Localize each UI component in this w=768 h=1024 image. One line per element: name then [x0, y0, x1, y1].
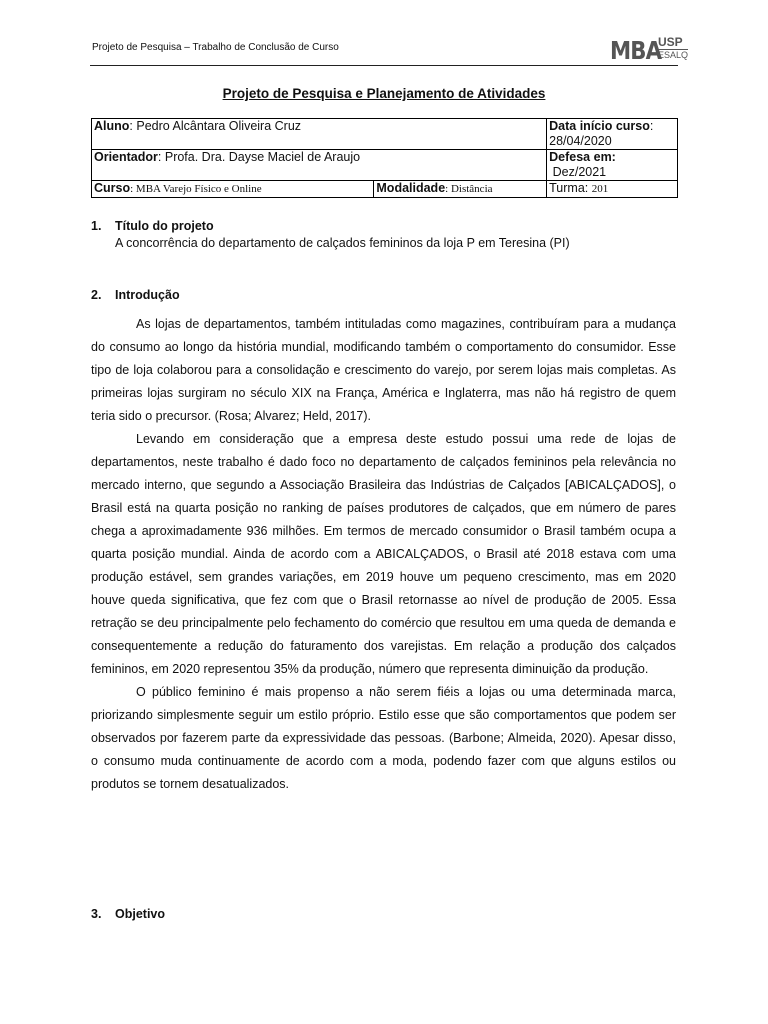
introduction-paragraph-1: As lojas de departamentos, também intituladas como magazines, contribuíram para a mudança do consumo ao longo da história mundial, modificando também o comportamento do consumidor. Esse tipo de loja colaborou para a consolidação e crescimento do varejo, por serem lojas mais completas. As primeiras lojas surgiram no século XIX na França, América e Inglaterra, mas não há registro de quem teria sido o precursor. (Rosa; Alvarez; Held, 2017). — [91, 317, 676, 423]
introduction-body — [91, 313, 676, 796]
project-title-text: A concorrência do departamento de calçados femininos da loja P em Teresina (PI) — [115, 236, 570, 250]
student-info-table — [91, 118, 678, 198]
turma-label: Turma: — [549, 181, 592, 195]
running-header: Projeto de Pesquisa – Trabalho de Conclusão de Curso — [92, 42, 339, 53]
orientador-label: Orientador — [94, 150, 158, 164]
section-3-number: 3. — [91, 907, 102, 921]
aluno-cell — [92, 119, 547, 150]
data-inicio-sep: : — [649, 119, 654, 133]
section-1-heading — [91, 219, 214, 233]
curso-label: Curso — [94, 181, 131, 195]
defesa-label: Defesa em: — [549, 150, 616, 164]
logo-usp-text: USP — [658, 35, 683, 49]
curso-value: : MBA Varejo Físico e Online — [130, 183, 262, 195]
aluno-label: Aluno — [94, 119, 130, 133]
section-2-number: 2. — [91, 288, 102, 302]
modalidade-label: Modalidade — [376, 181, 446, 195]
turma-cell — [547, 181, 678, 198]
modalidade-cell — [374, 181, 547, 198]
section-1-title: Título do projeto — [115, 219, 214, 233]
table-row — [92, 119, 678, 150]
section-3-heading — [91, 907, 165, 921]
aluno-value: : Pedro Alcântara Oliveira Cruz — [129, 119, 302, 133]
orientador-value: : Profa. Dra. Dayse Maciel de Araujo — [157, 150, 361, 164]
orientador-cell — [92, 150, 547, 181]
logo-mba-text: MBA — [610, 36, 662, 65]
data-inicio-value: 28/04/2020 — [549, 134, 612, 148]
table-row — [92, 150, 678, 181]
introduction-paragraph-2: Levando em consideração que a empresa deste estudo possui uma rede de lojas de departamentos, neste trabalho é dado foco no departamento de calçados femininos pela relevância no mercado interno, que segundo a Associação Brasileira das Indústrias de Calçados [ABICALÇADOS], o Brasil está na quarta posição no ranking de países produtores de calçados, que em número de pares chega a aproximadamente 936 milhões. Em termos de mercado consumidor o Brasil também ocupa a quarta posição mundial. Ainda de acordo com a ABICALÇADOS, o Brasil até 2018 estava com uma produção estável, sem grandes variações, em 2019 houve um pequeno crescimento, mas em 2020 houve queda significativa, que fez com que o Brasil retornasse ao nível de produção de 2005. Essa retração se deu principalmente pelo fechamento do comércio que resultou em uma queda de demanda e consequentemente a redução do faturamento dos varejistas. Em relação a produção dos calçados femininos, em 2020 representou 35% da produção, número que representa diminuição da produção. — [91, 432, 676, 676]
section-2-heading — [91, 288, 180, 302]
curso-cell — [92, 181, 374, 198]
section-2-title: Introdução — [115, 288, 180, 302]
table-row — [92, 181, 678, 198]
section-1-number: 1. — [91, 219, 102, 233]
data-inicio-cell — [547, 119, 678, 150]
introduction-paragraph-3: O público feminino é mais propenso a não serem fiéis a lojas ou uma determinada marca, priorizando simplesmente seguir um estilo próprio. Estilo esse que são comportamentos que podem ser observados por fazerem parte da expressividade das pessoas. (Barbone; Almeida, 2020). Apesar disso, o consumo muda continuamente de acordo com a moda, podendo fazer com que alguns estilos ou produtos se tornem desatualizados. — [91, 685, 676, 791]
defesa-cell — [547, 150, 678, 181]
header-divider — [90, 65, 678, 66]
mba-usp-esalq-logo — [610, 35, 689, 66]
document-title: Projeto de Pesquisa e Planejamento de Atividades — [222, 86, 546, 101]
logo-esalq-text: ESALQ — [658, 50, 689, 60]
defesa-value: Dez/2021 — [552, 165, 607, 179]
data-inicio-label: Data início curso — [549, 119, 650, 133]
section-3-title: Objetivo — [115, 907, 166, 921]
turma-value: 201 — [591, 183, 609, 195]
modalidade-value: : Distância — [445, 183, 493, 195]
